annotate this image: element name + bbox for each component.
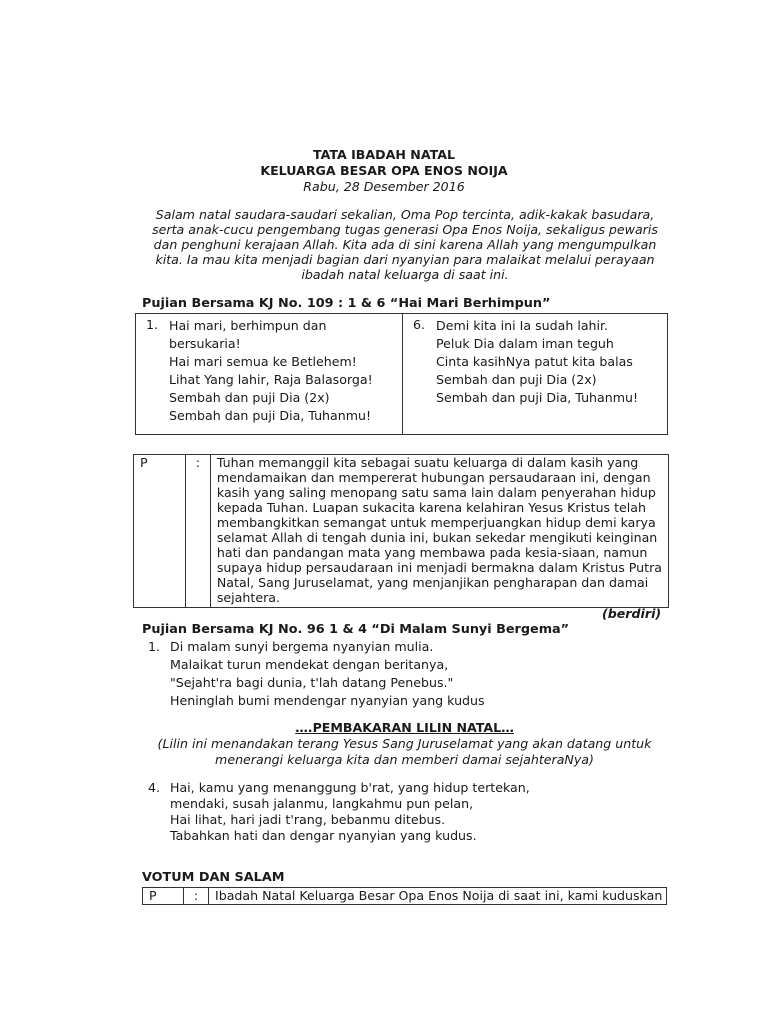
verse-line: Sembah dan puji Dia, Tuhanmu!: [436, 390, 639, 405]
verse-line: Peluk Dia dalam iman teguh: [436, 336, 614, 351]
verse-line: Cinta kasihNya patut kita balas: [436, 354, 633, 369]
verse-line: Sembah dan puji Dia (2x): [436, 372, 597, 387]
verse-line: Hai mari, berhimpun dan: [169, 318, 327, 333]
votum-heading: VOTUM DAN SALAM: [142, 870, 285, 885]
document-subtitle: KELUARGA BESAR OPA ENOS NOIJA: [260, 163, 508, 178]
leader-line: kepada Tuhan. Luapan sukacita karena kelahiran Yesus Kristus telah: [216, 500, 646, 515]
leader-line: kasih yang saling menopang satu sama lain dalam penyerahan hidup: [216, 485, 656, 500]
leader-line: sejahtera.: [216, 590, 280, 605]
verse-number: 6.: [413, 317, 426, 332]
intro-line: dan penghuni kerajaan Allah. Kita ada di sini karena Allah yang mengumpulkan: [153, 237, 657, 252]
leader-text: [210, 455, 668, 608]
verse-line: Demi kita ini Ia sudah lahir.: [436, 318, 609, 333]
song1-verse1-cell: [136, 314, 403, 435]
verse-line: Tabahkan hati dan dengar nyanyian yang kudus.: [170, 828, 477, 843]
intro-paragraph: [150, 207, 660, 282]
song2-verse1: [148, 638, 485, 710]
intro-line: Salam natal saudara-saudari sekalian, Oma Pop tercinta, adik-kakak basudara,: [155, 207, 655, 222]
candle-note-line: (Lilin ini menandakan terang Yesus Sang Juruselamat yang akan datang untuk: [157, 736, 652, 751]
intro-line: ibadah natal keluarga di saat ini.: [301, 267, 509, 282]
song1-heading: Pujian Bersama KJ No. 109 : 1 & 6 “Hai Mari Berhimpun”: [142, 296, 551, 311]
leader-line: selamat Allah di tengah dunia ini, bukan sekedar mengikuti keinginan: [216, 530, 658, 545]
verse-line: Di malam sunyi bergema nyanyian mulia.: [170, 639, 434, 654]
role-label: P: [143, 888, 184, 905]
role-colon: :: [185, 455, 210, 608]
document-title: TATA IBADAH NATAL: [313, 147, 455, 162]
verse-number: 1.: [146, 317, 159, 332]
verse-line: Heninglah bumi mendengar nyanyian yang kudus: [170, 693, 485, 708]
song2-verse4: [148, 780, 530, 844]
verse-line: Hai lihat, hari jadi t'rang, bebanmu ditebus.: [170, 812, 446, 827]
verse-number: 1.: [148, 639, 161, 654]
votum-text: Ibadah Natal Keluarga Besar Opa Enos Noija di saat ini, kami kuduskan: [209, 888, 667, 905]
role-colon: :: [184, 888, 209, 905]
intro-line: serta anak-cucu pengembang tugas generasi Opa Enos Noija, sekaligus pewaris: [152, 222, 658, 237]
verse-line: "Sejaht'ra bagi dunia, t'lah datang Penebus.": [170, 675, 454, 690]
verse-number: 4.: [148, 780, 161, 795]
leader-line: hati dan pandangan mata yang membawa pada kesia-siaan, namun: [216, 545, 648, 560]
votum-table: [142, 887, 667, 905]
document-date: Rabu, 28 Desember 2016: [303, 179, 465, 194]
leader-line: Tuhan memanggil kita sebagai suatu keluarga di dalam kasih yang: [216, 455, 639, 470]
document-header: [0, 147, 768, 195]
verse-line: Hai, kamu yang menanggung b'rat, yang hidup tertekan,: [170, 780, 530, 795]
stand-instruction: (berdiri): [602, 606, 662, 621]
verse-line: Lihat Yang lahir, Raja Balasorga!: [169, 372, 373, 387]
verse-line: bersukaria!: [169, 336, 241, 351]
verse-line: Sembah dan puji Dia (2x): [169, 390, 330, 405]
leader-line: membangkitkan semangat untuk memperjuangkan hidup demi karya: [216, 515, 656, 530]
verse-line: mendaki, susah jalanmu, langkahmu pun pelan,: [170, 796, 474, 811]
role-label: P: [134, 455, 186, 608]
verse-line: Sembah dan puji Dia, Tuhanmu!: [169, 408, 372, 423]
leader-text-table: [133, 454, 669, 608]
candle-section: [142, 720, 667, 768]
song1-verse6-cell: [403, 314, 668, 435]
candle-note-line: menerangi keluarga kita dan memberi damai sejahteraNya): [215, 752, 594, 767]
leader-line: mendamaikan dan mempererat hubungan persaudaraan ini, dengan: [216, 470, 651, 485]
verse-line: Malaikat turun mendekat dengan beritanya,: [170, 657, 449, 672]
song1-table: [135, 313, 668, 435]
leader-line: Natal, Sang Juruselamat, yang menjanjikan pengharapan dan damai: [216, 575, 649, 590]
intro-line: kita. Ia mau kita menjadi bagian dari nyanyian para malaikat melalui perayaan: [155, 252, 655, 267]
song2-heading: Pujian Bersama KJ No. 96 1 & 4 “Di Malam Sunyi Bergema”: [142, 622, 570, 637]
candle-title: ….PEMBAKARAN LILIN NATAL…: [295, 720, 514, 735]
verse-line: Hai mari semua ke Betlehem!: [169, 354, 357, 369]
leader-line: supaya hidup persaudaraan ini menjadi bermakna dalam Kristus Putra: [216, 560, 662, 575]
